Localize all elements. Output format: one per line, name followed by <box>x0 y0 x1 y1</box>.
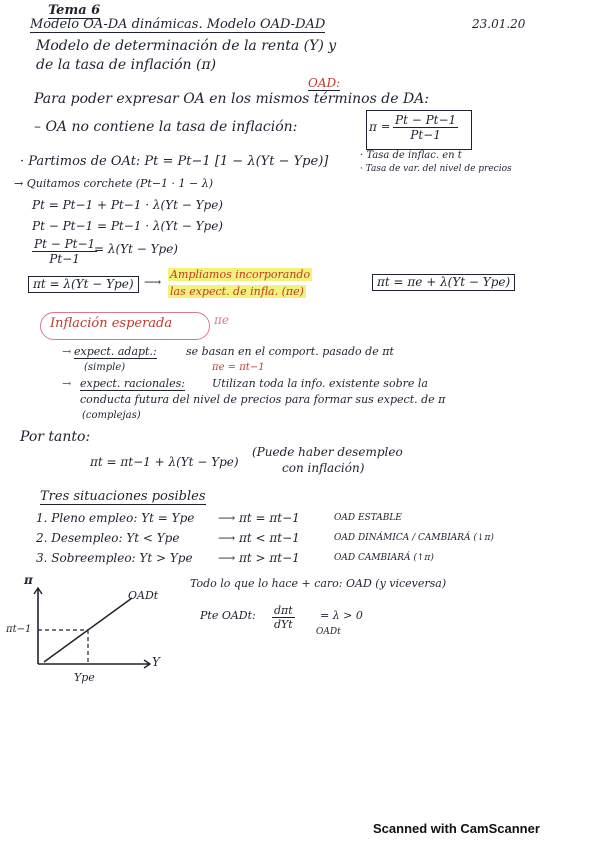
note2-num: dπt <box>274 604 293 617</box>
rac-text: Utilizan toda la info. existente sobre la <box>212 377 428 390</box>
title-line: Modelo OA-DA dinámicas. Modelo OAD-DAD <box>30 17 326 32</box>
situacion-3-text: 3. Sobreempleo: Yt > Ype <box>36 551 193 565</box>
frac-num: Pt − Pt−1 <box>395 113 457 127</box>
situacion-1-text: 1. Pleno empleo: Yt = Ype <box>36 511 195 525</box>
eq3-num: Pt − Pt−1 <box>34 237 96 251</box>
oad-line1: Para poder expresar OA en los mismos términos de DA: <box>34 91 429 107</box>
adapt-sub: (simple) <box>84 362 126 373</box>
camscanner-footer: Scanned with CamScanner <box>373 821 540 836</box>
note2-den: dYt <box>273 618 293 631</box>
adapt-text: se basan en el comport. pasado de πt <box>186 345 394 358</box>
oad-eq1: Pt = Pt−1 + Pt−1 · λ(Yt − Ype) <box>32 198 223 212</box>
inflacion-symbol: πe <box>214 313 229 327</box>
rac-label: expect. racionales: <box>80 377 185 390</box>
adapt-eq: πe = πt−1 <box>212 362 265 373</box>
boxed-eq-2: πt = πe + λ(Yt − Ype) <box>372 274 515 291</box>
portanto-note1: (Puede haber desempleo <box>252 445 403 459</box>
date-label: 23.01.20 <box>472 17 526 31</box>
oad-note2: · Tasa de var. del nivel de precios <box>360 164 512 174</box>
situacion-3-result: ⟶ πt > πt−1 <box>218 551 300 565</box>
boxed-eq-1: πt = λ(Yt − Ype) <box>28 276 139 293</box>
graph-note2-suffix: = λ > 0 <box>320 609 363 622</box>
ampliamos-1-text: Ampliamos incorporando <box>170 268 311 281</box>
graph-note1: Todo lo que lo hace + caro: OAD (y viceversa) <box>190 577 447 590</box>
frac-lhs: π <box>369 120 377 134</box>
situacion-1-outcome: OAD ESTABLE <box>334 513 402 523</box>
graph-y-label: π <box>24 573 33 587</box>
portanto-label: Por tanto: <box>20 429 91 445</box>
graph-y-tick: πt−1 <box>6 624 32 635</box>
graph-x-label: Y <box>152 655 160 669</box>
rac-text3: (complejas) <box>82 410 141 421</box>
arrow-right-icon-2: → <box>62 345 72 358</box>
arrow-right-icon-3: → <box>62 377 72 390</box>
graph-note2-prefix: Pte OADt: <box>200 609 256 622</box>
portanto-eq: πt = πt−1 + λ(Yt − Ype) <box>90 455 239 469</box>
equals-sign: = <box>381 120 391 133</box>
graph-x-tick: Ype <box>74 671 95 684</box>
oad-line3: · Partimos de OAt: Pt = Pt−1 [1 − λ(Yt − Ype)] <box>20 154 329 169</box>
oad-line2: – OA no contiene la tasa de inflación: <box>34 119 298 135</box>
graph-note2-fraction <box>272 604 295 631</box>
adapt-label: expect. adapt.: <box>74 345 157 358</box>
situacion-1-result: ⟶ πt = πt−1 <box>218 511 300 525</box>
situacion-2-outcome: OAD DINÁMICA / CAMBIARÁ (↓π) <box>334 533 494 543</box>
frac-den: Pt−1 <box>410 128 441 142</box>
oad-line4: → Quitamos corchete (Pt−1 · 1 − λ) <box>14 177 214 190</box>
oad-eq2: Pt − Pt−1 = Pt−1 · λ(Yt − Ype) <box>32 219 223 233</box>
oad-eq3-rhs: = λ(Yt − Ype) <box>94 242 178 256</box>
arrow-right-icon: ⟶ <box>144 275 162 289</box>
situacion-2-text: 2. Desempleo: Yt < Ype <box>36 531 180 545</box>
rac-text2: conducta futura del nivel de precios para formar sus expect. de π <box>80 393 446 406</box>
oad-heading: OAD: <box>308 76 341 90</box>
subtitle-1: Modelo de determinación de la renta (Y) y <box>36 38 337 54</box>
graph-note2-sub: OADt <box>316 627 341 637</box>
portanto-note2: con inflación) <box>282 461 365 475</box>
situacion-2-result: ⟶ πt < πt−1 <box>218 531 300 545</box>
tema-label: Tema 6 <box>48 3 101 18</box>
subtitle-2: de la tasa de inflación (π) <box>36 57 217 73</box>
eq3-den: Pt−1 <box>49 252 80 266</box>
inflacion-label: Inflación esperada <box>50 316 173 331</box>
situacion-3-outcome: OAD CAMBIARÁ (↑π) <box>334 553 434 563</box>
oad-note1: · Tasa de inflac. en t <box>360 150 462 161</box>
graph-curve-label: OADt <box>128 589 159 602</box>
situaciones-heading: Tres situaciones posibles <box>40 489 206 504</box>
ampliamos-2-text: las expect. de infla. (πe) <box>170 285 304 298</box>
